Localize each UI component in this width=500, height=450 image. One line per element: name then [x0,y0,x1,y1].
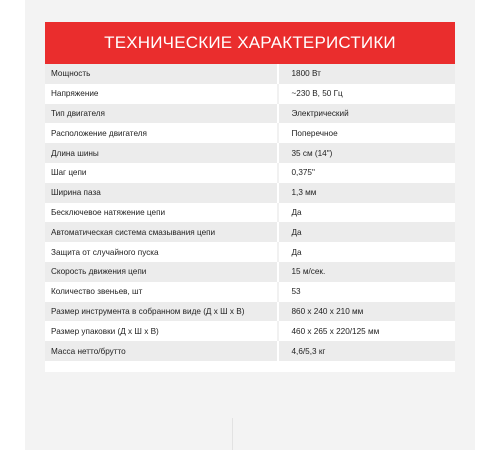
spec-row-package-dimensions [45,321,455,341]
spec-label: Длина шины [51,148,99,158]
spec-label: Скорость движения цепи [51,267,147,277]
spec-value: 35 см (14") [291,148,333,158]
spec-value: Да [291,227,302,237]
spec-row-motor-position [45,123,455,143]
spec-label: Ширина паза [51,188,101,198]
spec-label: Количество звеньев, шт [51,287,143,297]
spec-label: Размер упаковки (Д х Ш х В) [51,326,159,336]
spec-row-chain-pitch [45,163,455,183]
spec-row-motor-type [45,104,455,124]
spec-label: Мощность [51,69,91,79]
spec-label: Бесключевое натяжение цепи [51,207,166,217]
spec-value: 4,6/5,3 кг [291,346,326,356]
spec-value: 860 х 240 х 210 мм [291,306,364,316]
spec-row-link-count [45,282,455,302]
spec-value: Поперечное [291,128,338,138]
spec-row-groove-width [45,183,455,203]
spec-label: Масса нетто/брутто [51,346,126,356]
spec-row-chain-speed [45,262,455,282]
spec-table [45,64,455,361]
spec-label: Защита от случайного пуска [51,247,159,257]
spec-value: 15 м/сек. [291,267,326,277]
spec-label: Шаг цепи [51,168,87,178]
spec-row-keyless-tension [45,203,455,223]
spec-value: 53 [291,287,301,297]
spec-row-bar-length [45,143,455,163]
spec-row-weight [45,341,455,361]
spec-label: Тип двигателя [51,108,105,118]
spec-value: Да [291,207,302,217]
spec-value: 1,3 мм [291,188,317,198]
spec-row-power [45,64,455,84]
spec-label: Напряжение [51,89,99,99]
spec-header-title: ТЕХНИЧЕСКИЕ ХАРАКТЕРИСТИКИ [104,33,396,52]
spec-row-tool-dimensions [45,302,455,322]
spec-value: 0,375" [291,168,315,178]
spec-row-auto-lubrication [45,222,455,242]
bottom-divider [232,418,233,450]
spec-value: Электрический [291,108,349,118]
spec-value: ~230 В, 50 Гц [291,89,343,99]
spec-value: 460 х 265 х 220/125 мм [291,326,380,336]
spec-label: Расположение двигателя [51,128,147,138]
spec-header-banner [45,22,455,64]
spec-row-voltage [45,84,455,104]
spec-row-start-protection [45,242,455,262]
spec-label: Размер инструмента в собранном виде (Д х Ш х В) [51,306,245,316]
spec-label: Автоматическая система смазывания цепи [51,227,216,237]
spec-value: Да [291,247,302,257]
spec-value: 1800 Вт [291,69,321,79]
